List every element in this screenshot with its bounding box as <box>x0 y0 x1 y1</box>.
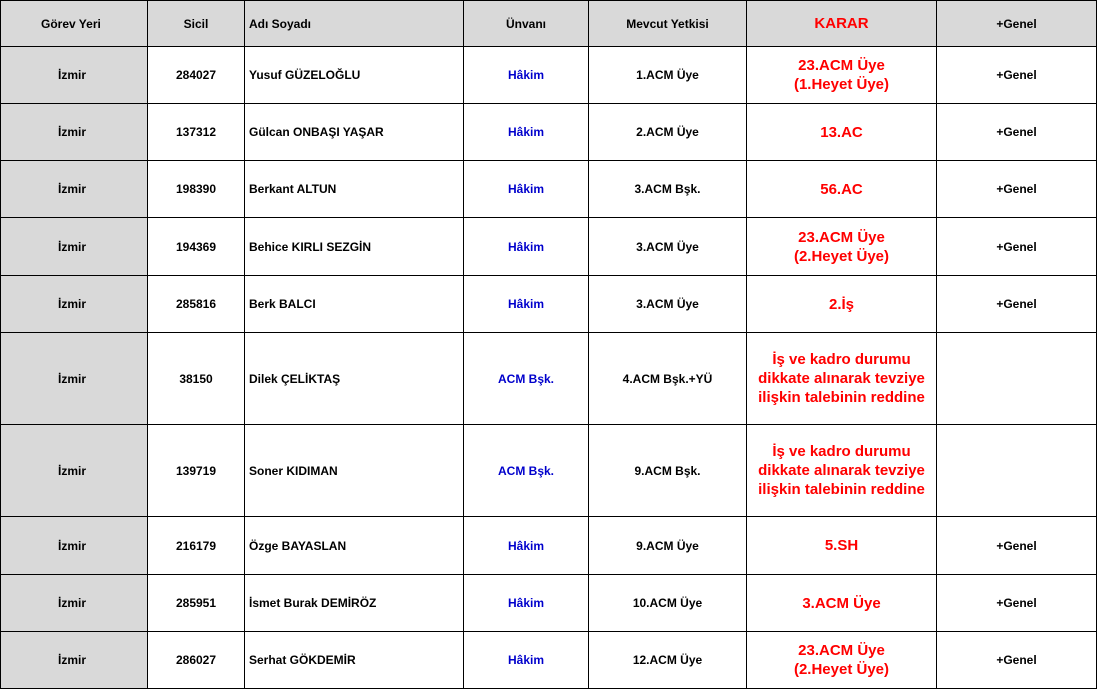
name-cell: Behice KIRLI SEZGİN <box>245 218 464 276</box>
authority-cell: 1.ACM Üye <box>589 47 747 104</box>
authority-cell: 3.ACM Bşk. <box>589 161 747 218</box>
sicil-cell: 285951 <box>148 575 245 632</box>
name-cell: Gülcan ONBAŞI YAŞAR <box>245 104 464 161</box>
location-cell: İzmir <box>1 517 148 575</box>
authority-cell: 10.ACM Üye <box>589 575 747 632</box>
table-row <box>1 333 1097 425</box>
header-sicil: Sicil <box>148 1 245 47</box>
decision-line: ilişkin talebinin reddine <box>758 389 925 406</box>
title-cell: Hâkim <box>464 632 589 689</box>
location-cell: İzmir <box>1 104 148 161</box>
sicil-cell: 285816 <box>148 276 245 333</box>
decision-line: dikkate alınarak tevziye <box>758 370 925 387</box>
title-cell: Hâkim <box>464 104 589 161</box>
decision-line: (2.Heyet Üye) <box>793 247 890 265</box>
table-row <box>1 632 1097 689</box>
general-cell: +Genel <box>937 218 1097 276</box>
sicil-cell: 286027 <box>148 632 245 689</box>
title-cell: Hâkim <box>464 218 589 276</box>
name-cell: Berkant ALTUN <box>245 161 464 218</box>
location-cell: İzmir <box>1 218 148 276</box>
general-cell: +Genel <box>937 104 1097 161</box>
name-cell: Yusuf GÜZELOĞLU <box>245 47 464 104</box>
title-cell: Hâkim <box>464 517 589 575</box>
general-cell: +Genel <box>937 517 1097 575</box>
decision-line: 13.AC <box>820 123 863 141</box>
decision-cell <box>747 218 937 276</box>
location-cell: İzmir <box>1 632 148 689</box>
name-cell: Özge BAYASLAN <box>245 517 464 575</box>
authority-cell: 9.ACM Üye <box>589 517 747 575</box>
decision-line: 3.ACM Üye <box>802 594 881 612</box>
general-cell: +Genel <box>937 47 1097 104</box>
general-cell: +Genel <box>937 632 1097 689</box>
location-cell: İzmir <box>1 276 148 333</box>
sicil-cell: 198390 <box>148 161 245 218</box>
decision-line: dikkate alınarak tevziye <box>758 462 925 479</box>
location-cell: İzmir <box>1 47 148 104</box>
table-row <box>1 276 1097 333</box>
general-cell <box>937 425 1097 517</box>
decision-cell <box>747 575 937 632</box>
decision-cell <box>747 333 937 425</box>
decision-line: 23.ACM Üye <box>798 57 885 74</box>
decision-line: 23.ACM Üye <box>798 228 885 246</box>
name-cell: Soner KIDIMAN <box>245 425 464 517</box>
title-cell: Hâkim <box>464 575 589 632</box>
authority-cell: 3.ACM Üye <box>589 276 747 333</box>
decision-line: (2.Heyet Üye) <box>793 661 890 678</box>
table-row <box>1 425 1097 517</box>
authority-cell: 9.ACM Bşk. <box>589 425 747 517</box>
header-name: Adı Soyadı <box>245 1 464 47</box>
decision-line: (1.Heyet Üye) <box>793 76 890 93</box>
decision-line: 23.ACM Üye <box>798 642 885 659</box>
location-cell: İzmir <box>1 425 148 517</box>
title-cell: ACM Bşk. <box>464 425 589 517</box>
sicil-cell: 38150 <box>148 333 245 425</box>
decision-line: ilişkin talebinin reddine <box>758 481 925 498</box>
title-cell: Hâkim <box>464 276 589 333</box>
name-cell: İsmet Burak DEMİRÖZ <box>245 575 464 632</box>
general-cell: +Genel <box>937 575 1097 632</box>
title-cell: Hâkim <box>464 161 589 218</box>
sicil-cell: 284027 <box>148 47 245 104</box>
decision-line: 56.AC <box>820 180 863 198</box>
sicil-cell: 139719 <box>148 425 245 517</box>
authority-cell: 2.ACM Üye <box>589 104 747 161</box>
title-cell: Hâkim <box>464 47 589 104</box>
sicil-cell: 194369 <box>148 218 245 276</box>
decision-cell <box>747 632 937 689</box>
sicil-cell: 137312 <box>148 104 245 161</box>
table-row <box>1 517 1097 575</box>
decision-cell <box>747 47 937 104</box>
authority-cell: 3.ACM Üye <box>589 218 747 276</box>
header-location: Görev Yeri <box>1 1 148 47</box>
header-decision: KARAR <box>747 1 937 47</box>
table-row <box>1 218 1097 276</box>
decision-cell <box>747 517 937 575</box>
decision-cell <box>747 161 937 218</box>
name-cell: Serhat GÖKDEMİR <box>245 632 464 689</box>
general-cell <box>937 333 1097 425</box>
table-row <box>1 575 1097 632</box>
header-row <box>1 1 1097 47</box>
authority-cell: 4.ACM Bşk.+YÜ <box>589 333 747 425</box>
decision-line: 5.SH <box>824 537 859 554</box>
header-title: Ünvanı <box>464 1 589 47</box>
table-row <box>1 47 1097 104</box>
decision-line: 2.İş <box>828 295 855 313</box>
name-cell: Dilek ÇELİKTAŞ <box>245 333 464 425</box>
decision-cell <box>747 425 937 517</box>
name-cell: Berk BALCI <box>245 276 464 333</box>
sicil-cell: 216179 <box>148 517 245 575</box>
decision-cell <box>747 276 937 333</box>
header-authority: Mevcut Yetkisi <box>589 1 747 47</box>
title-cell: ACM Bşk. <box>464 333 589 425</box>
general-cell: +Genel <box>937 161 1097 218</box>
general-cell: +Genel <box>937 276 1097 333</box>
decision-cell <box>747 104 937 161</box>
location-cell: İzmir <box>1 575 148 632</box>
table-row <box>1 161 1097 218</box>
header-general: +Genel <box>937 1 1097 47</box>
decision-line: İş ve kadro durumu <box>772 351 911 368</box>
authority-cell: 12.ACM Üye <box>589 632 747 689</box>
location-cell: İzmir <box>1 333 148 425</box>
decision-line: İş ve kadro durumu <box>772 443 911 460</box>
table-row <box>1 104 1097 161</box>
location-cell: İzmir <box>1 161 148 218</box>
